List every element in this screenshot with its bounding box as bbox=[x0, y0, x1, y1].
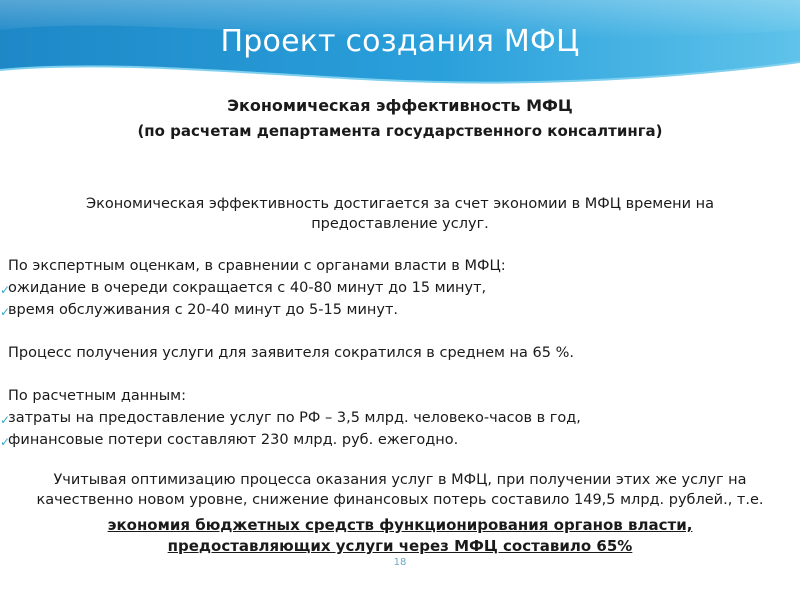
list-item bbox=[0, 407, 788, 429]
list-item bbox=[0, 429, 788, 451]
check-icon: ✓ bbox=[0, 283, 11, 297]
page-number: 18 bbox=[393, 557, 407, 568]
conclusion-emphasis: предоставляющих услуги через МФЦ составило 65% bbox=[167, 537, 633, 555]
check-icon: ✓ bbox=[0, 435, 11, 449]
list-item bbox=[0, 299, 788, 321]
conclusion-emphasis: экономия бюджетных средств функционирования органов власти, bbox=[107, 516, 693, 534]
intro-line: Экономическая эффективность достигается за счет экономии в МФЦ времени на bbox=[85, 196, 715, 212]
intro-paragraph bbox=[40, 194, 760, 234]
list-item-text: ожидание в очереди сокращается с 40-80 минут до 15 минут, bbox=[8, 280, 487, 296]
header-banner bbox=[0, 0, 800, 86]
process-text: Процесс получения услуги для заявителя сократился в среднем на 65 %. bbox=[8, 345, 574, 361]
intro-line: предоставление услуг. bbox=[311, 216, 489, 232]
list-item-text: время обслуживания с 20-40 минут до 5-15 минут. bbox=[8, 302, 399, 318]
slide-title: Проект создания МФЦ bbox=[220, 24, 580, 59]
conclusion-paragraph bbox=[10, 470, 790, 510]
subtitle-source: (по расчетам департамента государственного консалтинга) bbox=[137, 122, 663, 140]
list-item-text: финансовые потери составляют 230 млрд. руб. ежегодно. bbox=[8, 432, 459, 448]
conclusion-line: качественно новом уровне, снижение финансовых потерь составило 149,5 млрд. рублей., т.е. bbox=[36, 492, 764, 508]
list-item bbox=[0, 277, 788, 299]
calc-heading: По расчетным данным: bbox=[8, 388, 187, 404]
check-icon: ✓ bbox=[0, 305, 11, 319]
check-icon: ✓ bbox=[0, 413, 11, 427]
list-item-text: затраты на предоставление услуг по РФ – 3,5 млрд. человеко-часов в год, bbox=[8, 410, 581, 426]
subtitle-main: Экономическая эффективность МФЦ bbox=[227, 96, 573, 115]
conclusion-line: Учитывая оптимизацию процесса оказания услуг в МФЦ, при получении этих же услуг на bbox=[53, 472, 747, 488]
expert-heading: По экспертным оценкам, в сравнении с органами власти в МФЦ: bbox=[8, 258, 506, 274]
